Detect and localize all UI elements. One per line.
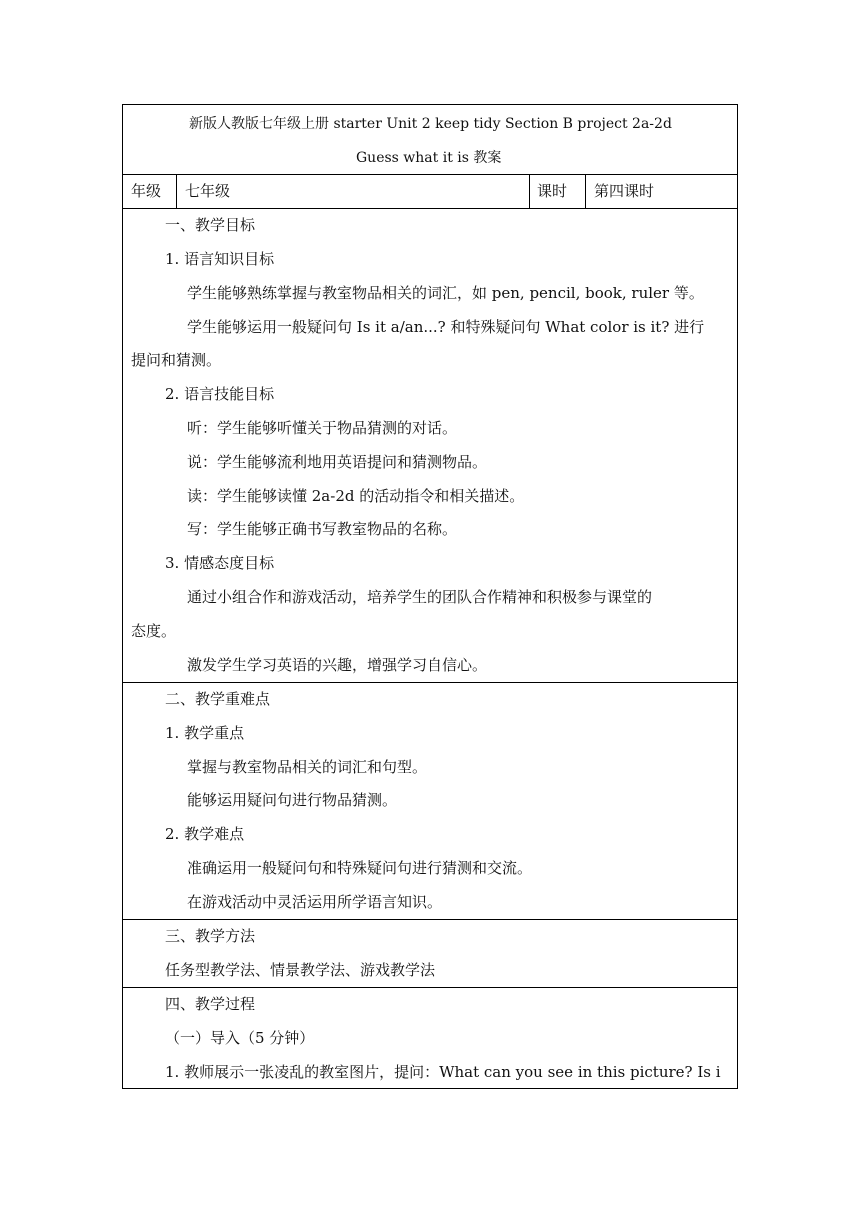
paragraph-line: 激发学生学习英语的兴趣，增强学习自信心。	[187, 656, 488, 674]
section-heading: 三、教学方法	[165, 927, 256, 945]
paragraph-line: 通过小组合作和游戏活动，培养学生的团队合作精神和积极参与课堂的	[187, 588, 653, 606]
lesson-plan-table	[122, 104, 738, 1089]
paragraph-line: 态度。	[131, 622, 177, 640]
paragraph-line: 写：学生能够正确书写教室物品的名称。	[187, 520, 458, 538]
subsection-title: 1. 教学重点	[165, 724, 245, 742]
subsection-title: 2. 教学难点	[165, 825, 245, 843]
period-value: 第四课时	[594, 182, 655, 200]
subsection-title: 1. 语言知识目标	[165, 250, 275, 268]
section-heading: 二、教学重难点	[165, 690, 271, 708]
column-divider	[585, 174, 586, 208]
row-divider	[123, 682, 737, 683]
grade-label: 年级	[131, 182, 162, 200]
document-title-line1: 新版人教版七年级上册 starter Unit 2 keep tidy Section B project 2a-2d	[189, 116, 672, 132]
row-divider	[123, 174, 737, 175]
section-heading: 一、教学目标	[165, 216, 256, 234]
grade-value: 七年级	[185, 182, 231, 200]
column-divider	[529, 174, 530, 208]
paragraph-line: 任务型教学法、情景教学法、游戏教学法	[165, 961, 436, 979]
paragraph-line: 1. 教师展示一张凌乱的教室图片，提问：What can you see in this picture? Is i	[165, 1063, 721, 1081]
document-title-line2: Guess what it is 教案	[356, 150, 502, 166]
column-divider	[176, 174, 177, 208]
paragraph-line: 准确运用一般疑问句和特殊疑问句进行猜测和交流。	[187, 859, 533, 877]
subsection-title: 2. 语言技能目标	[165, 385, 275, 403]
paragraph-line: 学生能够熟练掌握与教室物品相关的词汇，如 pen, pencil, book, ruler 等。	[187, 284, 704, 302]
paragraph-line: 读：学生能够读懂 2a-2d 的活动指令和相关描述。	[187, 487, 525, 505]
paragraph-line: 提问和猜测。	[131, 351, 222, 369]
step-title: （一）导入（5 分钟）	[165, 1029, 315, 1047]
paragraph-line: 学生能够运用一般疑问句 Is it a/an...? 和特殊疑问句 What color is it? 进行	[187, 318, 705, 336]
subsection-title: 3. 情感态度目标	[165, 554, 275, 572]
section-heading: 四、教学过程	[165, 995, 256, 1013]
paragraph-line: 能够运用疑问句进行物品猜测。	[187, 791, 398, 809]
row-divider	[123, 208, 737, 209]
paragraph-line: 掌握与教室物品相关的词汇和句型。	[187, 758, 428, 776]
row-divider	[123, 987, 737, 988]
row-divider	[123, 919, 737, 920]
paragraph-line: 说：学生能够流利地用英语提问和猜测物品。	[187, 453, 488, 471]
paragraph-line: 听：学生能够听懂关于物品猜测的对话。	[187, 419, 458, 437]
paragraph-line: 在游戏活动中灵活运用所学语言知识。	[187, 893, 443, 911]
period-label: 课时	[537, 182, 568, 200]
